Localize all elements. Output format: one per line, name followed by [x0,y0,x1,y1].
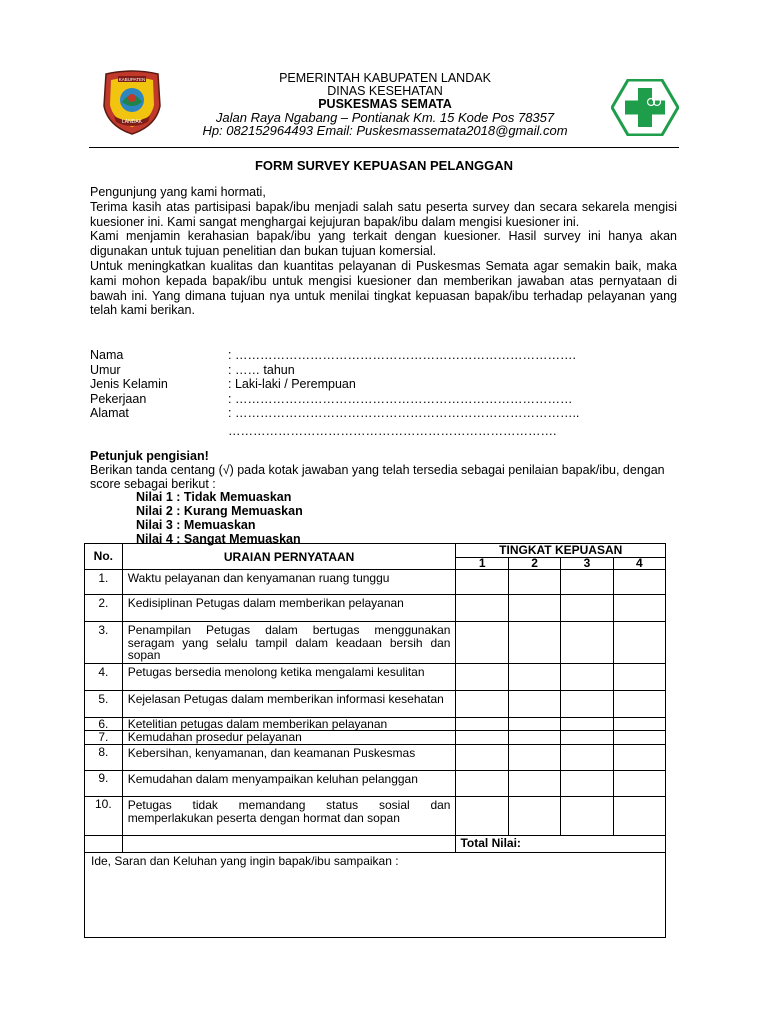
header-divider [89,147,679,148]
score-cell-1[interactable] [456,744,508,770]
level-header-4: 4 [613,558,665,570]
feedback-field[interactable]: Ide, Saran dan Keluhan yang ingin bapak/ibu sampaikan : [85,852,666,937]
field-label: Alamat [90,406,129,421]
table-row [85,731,666,745]
field-value[interactable]: : ……………………………………………………………………… [228,391,573,406]
intro-text [90,185,677,318]
row-statement: Kebersihan, kenyamanan, dan keamanan Puskesmas [122,744,456,770]
total-score-field[interactable]: Total Nilai: [456,835,666,852]
form-title: FORM SURVEY KEPUASAN PELANGGAN [254,158,514,173]
instructions-text: Berikan tanda centang (√) pada kotak jawaban yang telah tersedia sebagai penilaian bapak/ibu, dengan score sebagai berikut : [90,462,665,491]
row-number: 10. [85,796,123,835]
survey-table [84,543,666,938]
instructions-heading: Petunjuk pengisian! [90,449,209,463]
field-value[interactable]: : ………………………………………………………………………. [228,348,576,362]
table-row [85,796,666,835]
score-cell-3[interactable] [561,744,613,770]
table-row [85,717,666,731]
row-number: 3. [85,622,123,664]
row-statement: Petugas bersedia menolong ketika mengalami kesulitan [122,663,456,690]
score-cell-4[interactable] [613,690,665,717]
row-statement: Kemudahan prosedur pelayanan [122,731,456,745]
col-header-no: No. [85,544,123,570]
row-number: 6. [85,717,123,731]
score-cell-2[interactable] [508,731,560,745]
score-cell-1[interactable] [456,595,508,622]
score-cell-4[interactable] [613,570,665,595]
feedback-row [85,852,666,937]
intro-paragraph: Untuk meningkatkan kualitas dan kuantitas pelayanan di Puskesmas Semata agar semakin baik, maka kami mohon kepada bapak/ibu untuk mengisi kuesioner dan memberikan jawaban atas pernyataan di bawah ini. Yang dimana tujuan nya untuk menilai tingkat kepuasan bapak/ibu terhadap pelayanan yang telah kami berikan. [90,258,677,318]
col-header-statement: URAIAN PERNYATAAN [122,544,456,570]
score-cell-3[interactable] [561,731,613,745]
header-contact: Hp: 082152964493 Email: Puskesmassemata2018@gmail.com [202,123,568,138]
field-value[interactable]: : ……………………………………………………………………….. [228,406,580,421]
row-number: 8. [85,744,123,770]
table-row [85,595,666,622]
score-cell-2[interactable] [508,796,560,835]
field-pekerjaan[interactable] [90,392,690,407]
field-value[interactable]: : …… tahun [228,362,295,377]
intro-greeting: Pengunjung yang kami hormati, [90,185,266,199]
field-label: Pekerjaan [90,391,147,406]
intro-paragraph: Kami menjamin kerahasian bapak/ibu yang terkait dengan kuesioner. Hasil survey ini hanya akan digunakan untuk tujuan penelitian dan bukan tujuan komersial. [90,229,677,259]
level-header-3: 3 [561,558,613,570]
row-number: 7. [85,731,123,745]
table-row [85,570,666,595]
row-statement: Ketelitian petugas dalam memberikan pelayanan [122,717,456,731]
row-number: 2. [85,595,123,622]
score-cell-3[interactable] [561,690,613,717]
row-statement: Kejelasan Petugas dalam memberikan informasi kesehatan [122,690,456,717]
score-item: Nilai 1 : Tidak Memuaskan [136,490,292,505]
row-statement: Kemudahan dalam menyampaikan keluhan pelanggan [122,770,456,796]
score-cell-1[interactable] [456,622,508,664]
row-statement: Petugas tidak memandang status sosial dan memperlakukan peserta dengan hormat dan sopan [122,796,456,835]
score-cell-1[interactable] [456,731,508,745]
instructions [90,450,690,547]
score-cell-2[interactable] [508,595,560,622]
field-alamat[interactable] [90,406,690,421]
score-cell-4[interactable] [613,770,665,796]
header-address: Jalan Raya Ngabang – Pontianak Km. 15 Kode Pos 78357 [215,110,555,125]
score-cell-2[interactable] [508,770,560,796]
score-cell-1[interactable] [456,796,508,835]
field-jenis-kelamin[interactable] [90,377,690,392]
score-cell-3[interactable] [561,570,613,595]
score-cell-1[interactable] [456,717,508,731]
field-label: Umur [90,362,121,377]
col-header-satisfaction: TINGKAT KEPUASAN [456,544,666,558]
field-value[interactable]: ……………………………………………………………………. [228,423,557,438]
score-cell-1[interactable] [456,570,508,595]
logo-bottom-text: LANDAK [121,119,143,125]
level-header-1: 1 [456,558,508,570]
row-statement: Kedisiplinan Petugas dalam memberikan pelayanan [122,595,456,622]
score-item: Nilai 3 : Memuaskan [136,517,256,532]
field-value[interactable]: : Laki-laki / Perempuan [228,377,356,392]
row-number: 5. [85,690,123,717]
row-number: 9. [85,770,123,796]
field-alamat-continued[interactable] [90,424,690,439]
score-cell-2[interactable] [508,622,560,664]
respondent-fields [90,348,690,439]
score-cell-4[interactable] [613,731,665,745]
field-umur[interactable] [90,363,690,378]
score-cell-3[interactable] [561,622,613,664]
score-cell-3[interactable] [561,663,613,690]
field-nama[interactable] [90,348,690,363]
row-number: 4. [85,663,123,690]
table-row [85,622,666,664]
score-cell-3[interactable] [561,770,613,796]
score-cell-2[interactable] [508,717,560,731]
score-cell-1[interactable] [456,770,508,796]
score-cell-2[interactable] [508,690,560,717]
intro-paragraph: Terima kasih atas partisipasi bapak/ibu menjadi salah satu peserta survey dan secara sekarela mengisi kuesioner ini. Kami sangat menghargai kejujuran bapak/ibu dalam mengisi kuesioner ini. [90,199,677,229]
score-cell-4[interactable] [613,717,665,731]
score-legend [90,491,690,546]
field-label: Nama [90,348,124,362]
header-puskesmas-name: PUSKESMAS SEMATA [318,97,452,111]
score-item: Nilai 4 : Sangat Memuaskan [136,531,301,546]
field-label: Jenis Kelamin [90,377,168,392]
score-cell-4[interactable] [613,622,665,664]
score-cell-2[interactable] [508,744,560,770]
row-statement: Penampilan Petugas dalam bertugas menggunakan seragam yang selalu tampil dalam keadaan bersih dan sopan [122,622,456,664]
score-cell-3[interactable] [561,595,613,622]
score-item: Nilai 2 : Kurang Memuaskan [136,504,303,519]
header-department: DINAS KESEHATAN [327,84,443,98]
table-row [85,663,666,690]
score-cell-2[interactable] [508,663,560,690]
header-government: PEMERINTAH KABUPATEN LANDAK [279,71,491,85]
score-cell-4[interactable] [613,663,665,690]
table-row [85,770,666,796]
score-cell-4[interactable] [613,595,665,622]
score-cell-4[interactable] [613,796,665,835]
table-row [85,690,666,717]
logo-top-text: KABUPATEN [118,77,146,82]
score-cell-2[interactable] [508,570,560,595]
row-number: 1. [85,570,123,595]
score-cell-1[interactable] [456,663,508,690]
table-row [85,744,666,770]
score-cell-3[interactable] [561,717,613,731]
score-cell-3[interactable] [561,796,613,835]
row-statement: Waktu pelayanan dan kenyamanan ruang tunggu [122,570,456,595]
score-cell-4[interactable] [613,744,665,770]
total-row [85,835,666,852]
puskesmas-logo [611,79,679,136]
kabupaten-landak-logo [100,70,164,136]
level-header-2: 2 [508,558,560,570]
score-cell-1[interactable] [456,690,508,717]
